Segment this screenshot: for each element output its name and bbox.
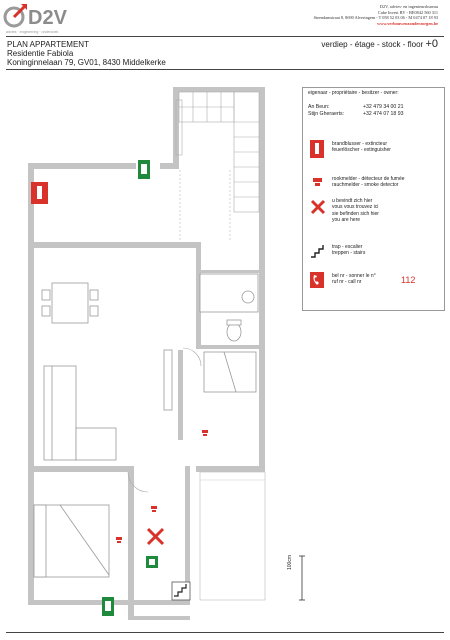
- extinguisher-icon: [310, 140, 326, 160]
- stairs-icon: [310, 243, 326, 259]
- legend-line: treppen - stairs: [332, 250, 366, 257]
- address: Koninginnelaan 79, GV01, 8430 Middelkerke: [7, 58, 166, 67]
- legend-line: feuerlöscher - extinguisher: [332, 147, 391, 154]
- legend-line: rauchmelder - smoke detector: [332, 182, 399, 189]
- extinguisher-icon: [31, 182, 48, 204]
- owner-name: Stijn Gheraerts:: [308, 110, 345, 117]
- emergency-exit-icon: [146, 556, 158, 568]
- kitchen-counter: [176, 92, 259, 212]
- smoke-detector-icon: [312, 177, 324, 189]
- legend-line: sie befinden sich hier: [332, 210, 379, 217]
- scale-bar: [299, 556, 305, 600]
- owner-phone[interactable]: +32 479 34 00 21: [363, 104, 404, 110]
- legend-item-stairs: [308, 243, 440, 269]
- sofa: [44, 366, 116, 460]
- legend-item-phone: [308, 272, 440, 298]
- you-are-here-icon: [310, 199, 326, 215]
- legend-line: bel nr - sonner le n°: [332, 273, 376, 279]
- terrace: [200, 472, 265, 600]
- legend-item-you-are-here: [308, 197, 440, 235]
- emergency-number[interactable]: 112: [401, 275, 416, 285]
- dining-table: [42, 283, 98, 323]
- owner-row: [308, 104, 440, 111]
- company-line2: Cube Invest BV - BE0842 560 311: [377, 9, 438, 15]
- legend-line: you are here: [332, 217, 361, 224]
- company-line1: D2V, advies- en ingenieursbureau: [379, 4, 438, 9]
- legend-line: ruf nr - call nr: [332, 279, 362, 286]
- owner-phone[interactable]: +32 474 07 18 93: [363, 110, 404, 117]
- bathroom-fixtures: [200, 274, 258, 341]
- owner-name: An Beun:: [308, 104, 330, 110]
- building-name: Residentie Fabiola: [7, 49, 74, 58]
- owner-title: eigenaar - propriétaire - besitzer - owner:: [308, 90, 399, 96]
- exit-sign-top: [138, 160, 150, 179]
- company-website: www.verbouwenzonderzorgen.be: [377, 21, 438, 27]
- company-line3: Steendamstraat 8, 8690 Alveringem - T 058 52 03 06 - M 0474 07 18 93: [313, 15, 438, 21]
- tv-unit: [164, 350, 172, 410]
- bed-2: [34, 505, 109, 577]
- hall-lines: [180, 170, 230, 240]
- logo-tagline: advies · engineering · onderzoek: [6, 30, 59, 34]
- owner-list: [308, 104, 440, 117]
- floor-label: verdiep - étage - stock - floor: [321, 40, 424, 49]
- legend-line: vous vous trouvez ici: [332, 204, 379, 211]
- footer-rule: [6, 632, 444, 633]
- bed-1: [204, 352, 256, 392]
- legend-line: u bevindt zich hier: [332, 198, 373, 204]
- owner-row: [308, 111, 440, 118]
- exit-sign-bottom: [102, 597, 114, 616]
- logo-text: D2V: [28, 7, 67, 29]
- scale-label: 100cm: [287, 554, 293, 570]
- you-are-here-icon: [148, 529, 163, 544]
- legend-item-extinguisher: [308, 140, 440, 166]
- stairs-icon: [172, 582, 190, 600]
- floor-value: +0: [425, 38, 438, 50]
- legend-line: trap - escalier: [332, 244, 363, 250]
- legend-line: brandblusser - extincteur: [332, 141, 388, 147]
- legend-panel: [302, 87, 445, 311]
- phone-icon: [310, 272, 326, 290]
- legend-line: rookmelder - détecteur de fumée: [332, 176, 405, 182]
- plan-title: PLAN APPARTEMENT: [7, 40, 89, 49]
